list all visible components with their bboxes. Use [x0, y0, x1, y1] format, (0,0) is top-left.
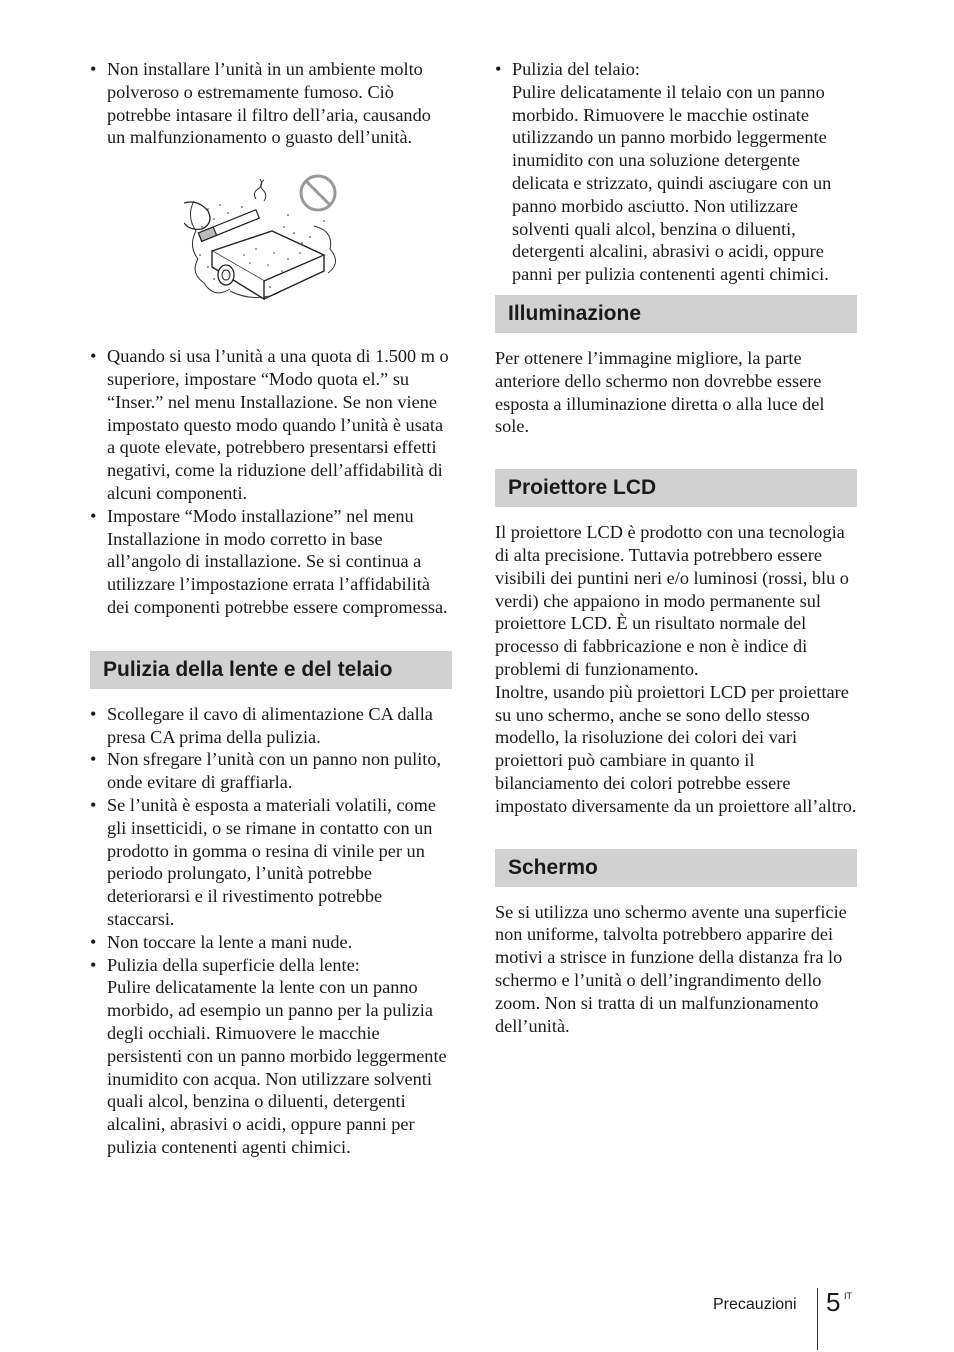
screen-paragraph: Se si utilizza uno schermo avente una superficie non uniforme, talvolta potrebbero apparire dei motivi a strisce in funzione della distanza fra lo schermo e l’unità o dell’ingrandimento dello zoom. Non si tratta di un malfunzionamento dell’unità.	[495, 901, 847, 1036]
page-number: 5	[826, 1287, 841, 1317]
bullet-volatile-materials: • Se l’unità è esposta a materiali volatili, come gli insetticidi, o se rimane in contatto con un prodotto in gomma o resina di vinile per un periodo prolungato, l’unità potrebbe deteriorarsi e il rivestimento potrebbe staccarsi.	[90, 794, 452, 931]
left-column	[90, 58, 452, 1159]
bullet-installation-mode: • Impostare “Modo installazione” nel menu Installazione in modo corretto in base all’angolo di installazione. Se si continua a utilizzare l’impostazione errata l’affidabilità dei componenti potrebbe essere compromessa.	[90, 505, 452, 619]
footer-section-label: Precauzioni	[713, 1296, 797, 1313]
bullet-lens-surface-cleaning	[90, 954, 452, 1159]
no-smoking-dust-warning-icon	[184, 171, 344, 311]
altitude-installation-bullet-list	[90, 345, 452, 619]
cleaning-bullet-list	[90, 703, 452, 1159]
footer-divider	[817, 1288, 818, 1350]
frame-cleaning-bullet-list	[495, 58, 857, 286]
bullet-no-rubbing: • Non sfregare l’unità con un panno non pulito, onde evitare di graffiarla.	[90, 748, 452, 794]
bullet-unplug: • Scollegare il cavo di alimentazione CA dalla presa CA prima della pulizia.	[90, 703, 452, 749]
section-heading-lcd-projector: Proiettore LCD	[495, 469, 857, 507]
section-heading-lens-cleaning: Pulizia della lente e del telaio	[90, 651, 452, 689]
frame-cleaning-body: Pulire delicatamente il telaio con un panno morbido. Rimuovere le macchie ostinate utilizzando un panno morbido leggermente inumidito con una soluzione detergente delicata e strizzato, quindi asciugare con un panno morbido asciutto. Non utilizzare solventi quali alcol, benzina o diluenti, detergenti alcalini, abrasivi o acidi, oppure panni per pulizia contenenti agenti chimici.	[512, 81, 832, 285]
bullet-high-altitude-mode: • Quando si usa l’unità a una quota di 1.500 m o superiore, impostare “Modo quota el.” su “Inser.” nel menu Installazione. Se non viene impostato questo modo quando l’unità è usata a quote elevate, potrebbero presentarsi effetti negativi, come la riduzione dell’affidabilità di alcuni componenti.	[90, 345, 452, 505]
lcd-projector-paragraph-1: Il proiettore LCD è prodotto con una tecnologia di alta precisione. Tuttavia potrebbero essere visibili dei puntini neri e/o luminosi (rossi, blu o verdi) che appaiono in modo permanente sul proiettore LCD. È un risultato normale del processo di fabbricazione e non è indice di problemi di funzionamento.	[495, 522, 849, 679]
lcd-projector-paragraph-2: Inoltre, usando più proiettori LCD per proiettare su uno schermo, anche se sono dello stesso modello, la risoluzione dei colori dei vari proiettori può cambiare in quanto il bilanciamento dei colori potrebbe essere impostato diversamente da un proiettore all’altro.	[495, 681, 857, 816]
right-column	[495, 58, 857, 1037]
bullet-dusty-environment: • Non installare l’unità in un ambiente molto polveroso o estremamente fumoso. Ciò potrebbe intasare il filtro dell’aria, causando un malfunzionamento o guasto dell’unità.	[90, 58, 452, 149]
illumination-paragraph: Per ottenere l’immagine migliore, la parte anteriore dello schermo non dovrebbe essere esposta a illuminazione diretta o alla luce del sole.	[495, 347, 825, 437]
language-code: IT	[844, 1291, 852, 1301]
frame-cleaning-title: Pulizia del telaio:	[512, 59, 640, 79]
no-smoking-illustration	[90, 171, 452, 331]
intro-bullet-list	[90, 58, 452, 149]
bullet-frame-cleaning	[495, 58, 857, 286]
bullet-no-bare-hands: • Non toccare la lente a mani nude.	[90, 931, 452, 954]
lens-cleaning-title: Pulizia della superficie della lente:	[107, 954, 360, 975]
lens-cleaning-body: Pulire delicatamente la lente con un panno morbido, ad esempio un panno per la pulizia degli occhiali. Rimuovere le macchie persistenti con un panno morbido leggermente inumidito con acqua. Non utilizzare solventi quali alcol, benzina o diluenti, detergenti alcalini, abrasivi o acidi, oppure panni per pulizia contenenti agenti chimici.	[107, 977, 447, 1157]
section-heading-screen: Schermo	[495, 849, 857, 887]
section-heading-illumination: Illuminazione	[495, 295, 857, 333]
